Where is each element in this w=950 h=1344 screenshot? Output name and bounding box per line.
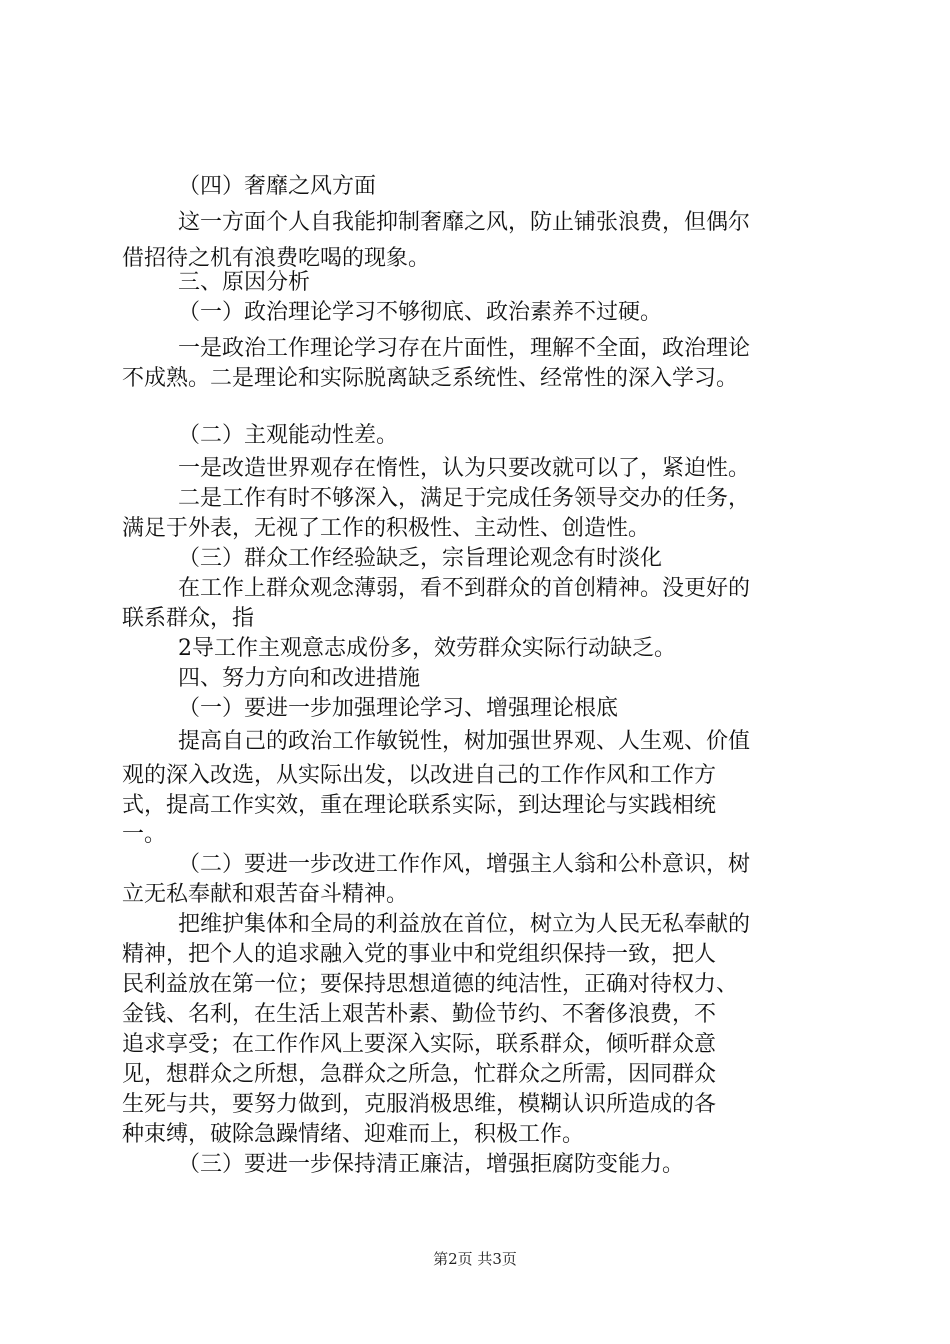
page-number-footer: 第2页 共3页 (433, 1250, 517, 1268)
text-line: （二）要进一步改进工作作风，增强主人翁和公朴意识，树 (178, 852, 751, 877)
text-line: （四）奢靡之风方面 (178, 174, 377, 199)
text-line: （二）主观能动性差。 (178, 423, 399, 448)
text-line: 式，提高工作实效，重在理论联系实际，到达理论与实践相统 (122, 793, 717, 818)
text-line: 这一方面个人自我能抑制奢靡之风，防止铺张浪费，但偶尔 (178, 210, 751, 235)
text-line: 2导工作主观意志成份多，效劳群众实际行动缺乏。 (178, 636, 676, 661)
text-line: 金钱、名利，在生活上艰苦朴素、勤俭节约、不奢侈浪费，不 (122, 1002, 717, 1027)
text-line: 满足于外表，无视了工作的积极性、主动性、创造性。 (122, 516, 651, 541)
text-line: 一是改造世界观存在惰性，认为只要改就可以了，紧迫性。 (178, 456, 751, 481)
text-line: 一。 (122, 822, 167, 847)
text-line: 把维护集体和全局的利益放在首位，树立为人民无私奉献的 (178, 912, 751, 937)
text-line: 民利益放在第一位；要保持思想道德的纯洁性，正确对待权力、 (122, 972, 739, 997)
text-line: 二是工作有时不够深入，满足于完成任务领导交办的任务， (178, 486, 751, 511)
text-line: （一）政治理论学习不够彻底、政治素养不过硬。 (178, 300, 663, 325)
text-line: （三）要进一步保持清正廉洁，增强拒腐防变能力。 (178, 1152, 685, 1177)
text-line: 观的深入改选，从实际出发，以改进自己的工作作风和工作方 (122, 763, 717, 788)
text-line: 种束缚，破除急躁情绪、迎难而上，积极工作。 (122, 1122, 585, 1147)
text-line: 在工作上群众观念薄弱，看不到群众的首创精神。没更好的 (178, 576, 751, 601)
text-line: 精神，把个人的追求融入党的事业中和党组织保持一致，把人 (122, 942, 717, 967)
text-line: 见，想群众之所想，急群众之所急，忙群众之所需，因同群众 (122, 1062, 717, 1087)
text-line: 一是政治工作理论学习存在片面性，理解不全面，政治理论 (178, 336, 751, 361)
text-line: 三、原因分析 (178, 270, 311, 295)
text-line: 追求享受；在工作作风上要深入实际，联系群众，倾听群众意 (122, 1032, 717, 1057)
text-line: 四、努力方向和改进措施 (178, 666, 421, 691)
text-line: 不成熟。二是理论和实际脱离缺乏系统性、经常性的深入学习。 (122, 366, 739, 391)
text-line: 提高自己的政治工作敏锐性，树加强世界观、人生观、价值 (178, 729, 751, 754)
text-line: 联系群众，指 (122, 606, 255, 631)
text-line: （一）要进一步加强理论学习、增强理论根底 (178, 696, 619, 721)
text-line: 立无私奉献和艰苦奋斗精神。 (122, 882, 409, 907)
text-line: 借招待之机有浪费吃喝的现象。 (122, 246, 431, 271)
text-line: 生死与共，要努力做到，克服消极思维，模糊认识所造成的各 (122, 1092, 717, 1117)
text-line: （三）群众工作经验缺乏，宗旨理论观念有时淡化 (178, 546, 663, 571)
